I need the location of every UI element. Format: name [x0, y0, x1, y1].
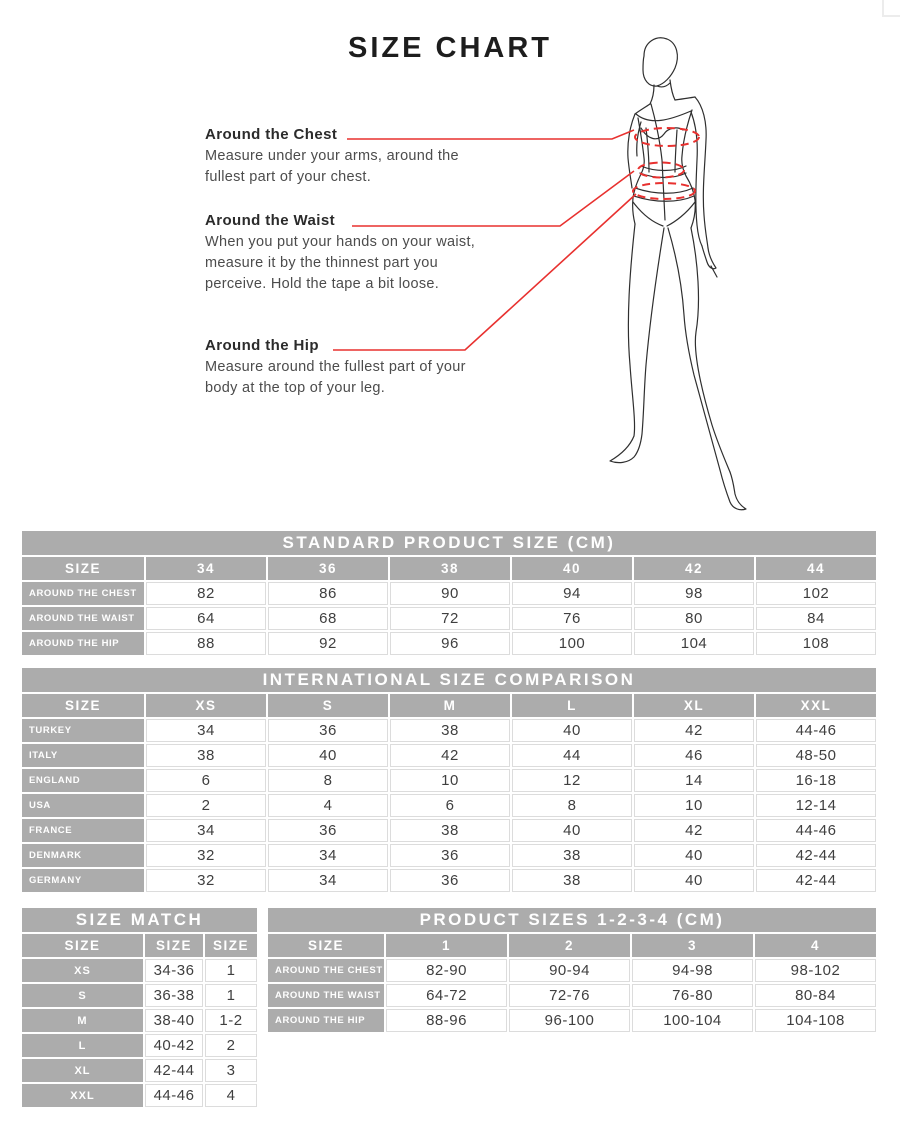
- guide-item-chest: [205, 126, 500, 188]
- size-cell: 38: [390, 819, 510, 842]
- size-cell: 100-104: [632, 1009, 753, 1032]
- size-cell: 100: [512, 632, 632, 655]
- size-cell: 4: [205, 1084, 257, 1107]
- size-cell: 6: [390, 794, 510, 817]
- corner-border-artifact: [882, 0, 900, 17]
- table-row: [22, 1059, 257, 1082]
- guide-body-chest: Measure under your arms, around the fullest part of your chest.: [205, 148, 459, 185]
- size-cell: 76: [512, 607, 632, 630]
- guide-item-waist: [205, 212, 500, 295]
- size-cell: 10: [390, 769, 510, 792]
- size-cell: 46: [634, 744, 754, 767]
- size-cell: 98: [634, 582, 754, 605]
- hip-measure-ellipse: [633, 183, 695, 199]
- column-header: 36: [268, 557, 388, 580]
- column-header: XS: [146, 694, 266, 717]
- size-cell: 44-46: [756, 719, 876, 742]
- row-label: AROUND THE WAIST: [22, 607, 144, 630]
- table-row: [22, 959, 257, 982]
- size-cell: 88: [146, 632, 266, 655]
- size-cell: 10: [634, 794, 754, 817]
- size-cell: 36: [390, 844, 510, 867]
- size-cell: 88-96: [386, 1009, 507, 1032]
- size-cell: 34: [268, 869, 388, 892]
- column-header: 2: [509, 934, 630, 957]
- table-row: [22, 1084, 257, 1107]
- size-cell: 38: [512, 869, 632, 892]
- fashion-figure-illustration: [580, 30, 800, 525]
- size-cell: 16-18: [756, 769, 876, 792]
- row-label: XL: [22, 1059, 143, 1082]
- size-cell: 68: [268, 607, 388, 630]
- international-size-comparison-table: [20, 666, 878, 894]
- product-sizes-1-2-3-4-table: [266, 906, 878, 1034]
- size-cell: 34: [146, 819, 266, 842]
- table-title: PRODUCT SIZES 1-2-3-4 (CM): [268, 908, 876, 932]
- size-cell: 44-46: [756, 819, 876, 842]
- table-row: [268, 984, 876, 1007]
- size-cell: 36: [268, 819, 388, 842]
- size-cell: 64: [146, 607, 266, 630]
- column-header: 34: [146, 557, 266, 580]
- row-label: S: [22, 984, 143, 1007]
- size-cell: 96-100: [509, 1009, 630, 1032]
- size-cell: 94-98: [632, 959, 753, 982]
- size-cell: 72-76: [509, 984, 630, 1007]
- row-label: AROUND THE HIP: [268, 1009, 384, 1032]
- table-title: SIZE MATCH: [22, 908, 257, 932]
- size-cell: 14: [634, 769, 754, 792]
- table-row: [22, 607, 876, 630]
- size-cell: 96: [390, 632, 510, 655]
- column-header: SIZE: [22, 694, 144, 717]
- row-label: XS: [22, 959, 143, 982]
- size-cell: 64-72: [386, 984, 507, 1007]
- size-cell: 38: [146, 744, 266, 767]
- guide-heading-hip: Around the Hip: [205, 337, 319, 354]
- size-cell: 76-80: [632, 984, 753, 1007]
- column-header: 42: [634, 557, 754, 580]
- table-header-row: [22, 934, 257, 957]
- table-row: [22, 744, 876, 767]
- column-header: L: [512, 694, 632, 717]
- table-row: [22, 794, 876, 817]
- column-header: SIZE: [22, 557, 144, 580]
- size-cell: 40: [512, 819, 632, 842]
- size-cell: 38: [390, 719, 510, 742]
- size-cell: 36: [268, 719, 388, 742]
- size-cell: 34: [268, 844, 388, 867]
- table-row: [22, 582, 876, 605]
- table-row: [22, 984, 257, 1007]
- size-match-table: [20, 906, 259, 1109]
- table-row: [22, 844, 876, 867]
- size-cell: 40: [268, 744, 388, 767]
- size-cell: 108: [756, 632, 876, 655]
- table-row: [22, 719, 876, 742]
- size-cell: 104: [634, 632, 754, 655]
- row-label: AROUND THE CHEST: [22, 582, 144, 605]
- size-cell: 44: [512, 744, 632, 767]
- size-cell: 40: [634, 844, 754, 867]
- column-header: SIZE: [205, 934, 257, 957]
- row-label: AROUND THE WAIST: [268, 984, 384, 1007]
- row-label: AROUND THE HIP: [22, 632, 144, 655]
- size-cell: 8: [268, 769, 388, 792]
- table-title-row: [268, 908, 876, 932]
- table-row: [22, 632, 876, 655]
- size-cell: 42: [634, 819, 754, 842]
- size-cell: 36-38: [145, 984, 203, 1007]
- standard-product-size-table: [20, 529, 878, 657]
- size-cell: 42-44: [756, 844, 876, 867]
- guide-body-waist: When you put your hands on your waist, measure it by the thinnest part you perceive. Hold the tape a bit loose.: [205, 234, 476, 292]
- row-label: USA: [22, 794, 144, 817]
- size-cell: 90: [390, 582, 510, 605]
- size-cell: 102: [756, 582, 876, 605]
- column-header: XXL: [756, 694, 876, 717]
- size-cell: 86: [268, 582, 388, 605]
- table-row: [22, 769, 876, 792]
- column-header: 38: [390, 557, 510, 580]
- size-cell: 98-102: [755, 959, 876, 982]
- size-cell: 80: [634, 607, 754, 630]
- size-cell: 48-50: [756, 744, 876, 767]
- row-label: TURKEY: [22, 719, 144, 742]
- column-header: 1: [386, 934, 507, 957]
- table-row: [22, 819, 876, 842]
- column-header: 40: [512, 557, 632, 580]
- size-cell: 82: [146, 582, 266, 605]
- table-header-row: [22, 694, 876, 717]
- column-header: S: [268, 694, 388, 717]
- table-header-row: [22, 557, 876, 580]
- size-cell: 2: [146, 794, 266, 817]
- size-cell: 34-36: [145, 959, 203, 982]
- row-label: ENGLAND: [22, 769, 144, 792]
- table-row: [22, 869, 876, 892]
- size-cell: 1: [205, 959, 257, 982]
- size-cell: 32: [146, 869, 266, 892]
- guide-body-hip: Measure around the fullest part of your body at the top of your leg.: [205, 359, 466, 396]
- row-label: FRANCE: [22, 819, 144, 842]
- table-title-row: [22, 908, 257, 932]
- size-cell: 92: [268, 632, 388, 655]
- page-title: SIZE CHART: [348, 32, 552, 64]
- row-label: AROUND THE CHEST: [268, 959, 384, 982]
- column-header: SIZE: [22, 934, 143, 957]
- table-header-row: [268, 934, 876, 957]
- size-cell: 84: [756, 607, 876, 630]
- size-cell: 2: [205, 1034, 257, 1057]
- guide-heading-chest: Around the Chest: [205, 126, 338, 143]
- size-cell: 82-90: [386, 959, 507, 982]
- size-cell: 42-44: [145, 1059, 203, 1082]
- size-cell: 44-46: [145, 1084, 203, 1107]
- column-header: XL: [634, 694, 754, 717]
- size-cell: 80-84: [755, 984, 876, 1007]
- size-cell: 12: [512, 769, 632, 792]
- size-cell: 4: [268, 794, 388, 817]
- size-cell: 72: [390, 607, 510, 630]
- column-header: 44: [756, 557, 876, 580]
- size-cell: 104-108: [755, 1009, 876, 1032]
- size-cell: 1: [205, 984, 257, 1007]
- row-label: GERMANY: [22, 869, 144, 892]
- table-row: [268, 1009, 876, 1032]
- waist-measure-ellipse: [638, 163, 684, 178]
- table-title-row: [22, 531, 876, 555]
- column-header: SIZE: [268, 934, 384, 957]
- size-cell: 40: [512, 719, 632, 742]
- size-cell: 90-94: [509, 959, 630, 982]
- table-row: [268, 959, 876, 982]
- size-cell: 8: [512, 794, 632, 817]
- size-cell: 42: [390, 744, 510, 767]
- size-cell: 1-2: [205, 1009, 257, 1032]
- row-label: XXL: [22, 1084, 143, 1107]
- guide-heading-waist: Around the Waist: [205, 212, 336, 229]
- table-title: STANDARD PRODUCT SIZE (CM): [22, 531, 876, 555]
- size-cell: 40: [634, 869, 754, 892]
- table-row: [22, 1009, 257, 1032]
- row-label: ITALY: [22, 744, 144, 767]
- column-header: 3: [632, 934, 753, 957]
- guide-item-hip: [205, 337, 500, 399]
- size-cell: 42-44: [756, 869, 876, 892]
- column-header: M: [390, 694, 510, 717]
- size-cell: 6: [146, 769, 266, 792]
- size-cell: 34: [146, 719, 266, 742]
- table-title-row: [22, 668, 876, 692]
- size-cell: 3: [205, 1059, 257, 1082]
- size-cell: 38-40: [145, 1009, 203, 1032]
- size-cell: 38: [512, 844, 632, 867]
- column-header: SIZE: [145, 934, 203, 957]
- size-cell: 94: [512, 582, 632, 605]
- size-cell: 40-42: [145, 1034, 203, 1057]
- size-cell: 36: [390, 869, 510, 892]
- chest-measure-ellipse: [635, 128, 699, 146]
- size-cell: 32: [146, 844, 266, 867]
- row-label: L: [22, 1034, 143, 1057]
- table-title: INTERNATIONAL SIZE COMPARISON: [22, 668, 876, 692]
- row-label: M: [22, 1009, 143, 1032]
- size-cell: 42: [634, 719, 754, 742]
- table-row: [22, 1034, 257, 1057]
- size-cell: 12-14: [756, 794, 876, 817]
- column-header: 4: [755, 934, 876, 957]
- row-label: DENMARK: [22, 844, 144, 867]
